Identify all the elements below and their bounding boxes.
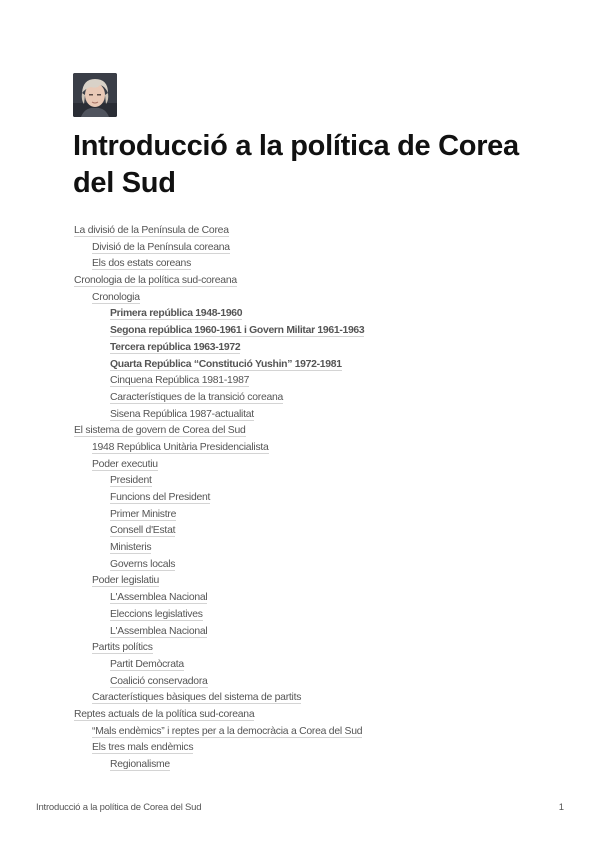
toc-link[interactable]: Quarta República “Constitució Yushin” 1972-1981 <box>110 358 342 370</box>
toc-link[interactable]: Partits polítics <box>92 642 153 654</box>
toc-link[interactable]: Cronologia <box>92 291 140 303</box>
toc-item <box>74 407 554 424</box>
toc-link[interactable]: Cronologia de la política sud-coreana <box>74 275 237 287</box>
toc-link[interactable]: Governs locals <box>110 558 176 570</box>
toc-item <box>74 757 554 774</box>
toc-item <box>74 340 554 357</box>
footer-title: Introducció a la política de Corea del Sud <box>36 802 202 813</box>
toc-item <box>74 240 554 257</box>
toc-item <box>74 390 554 407</box>
toc-item <box>74 507 554 524</box>
toc-link[interactable]: Ministeris <box>110 542 152 554</box>
author-avatar <box>73 73 117 117</box>
toc-item <box>74 306 554 323</box>
toc-link[interactable]: Poder legislatiu <box>92 575 160 587</box>
toc-link[interactable]: 1948 República Unitària Presidencialista <box>92 441 269 453</box>
toc-link[interactable]: Sisena República 1987-actualitat <box>110 408 254 420</box>
toc-link[interactable]: Regionalisme <box>110 759 170 770</box>
toc-link[interactable]: Característiques bàsiques del sistema de partits <box>92 692 302 704</box>
toc-item <box>74 223 554 240</box>
toc-item <box>74 373 554 390</box>
toc-link[interactable]: Característiques de la transició coreana <box>110 391 284 403</box>
toc-item <box>74 657 554 674</box>
toc-link[interactable]: Primer Ministre <box>110 508 177 520</box>
table-of-contents <box>74 223 554 774</box>
toc-link[interactable]: La divisió de la Península de Corea <box>74 225 229 236</box>
toc-link[interactable]: Divisió de la Península coreana <box>92 241 230 253</box>
toc-item <box>74 440 554 457</box>
page-number: 1 <box>558 802 564 813</box>
toc-item <box>74 357 554 374</box>
toc-item <box>74 607 554 624</box>
toc-link[interactable]: “Mals endèmics” i reptes per a la democràcia a Corea del Sud <box>92 725 363 737</box>
toc-link[interactable]: Poder executiu <box>92 458 158 470</box>
toc-item <box>74 290 554 307</box>
toc-link[interactable]: Reptes actuals de la política sud-coreana <box>74 708 255 720</box>
toc-item <box>74 273 554 290</box>
toc-link[interactable]: L'Assemblea Nacional <box>110 625 208 637</box>
toc-link[interactable]: Els tres mals endèmics <box>92 742 194 754</box>
toc-item <box>74 557 554 574</box>
toc-item <box>74 573 554 590</box>
toc-item <box>74 256 554 273</box>
toc-link[interactable]: Segona república 1960-1961 i Govern Militar 1961-1963 <box>110 325 365 337</box>
toc-item <box>74 724 554 741</box>
toc-item <box>74 323 554 340</box>
toc-item <box>74 540 554 557</box>
toc-link[interactable]: Coalició conservadora <box>110 675 208 687</box>
toc-link[interactable]: Cinquena República 1981-1987 <box>110 375 250 387</box>
toc-item <box>74 490 554 507</box>
toc-link[interactable]: Partit Demòcrata <box>110 658 184 670</box>
toc-item <box>74 457 554 474</box>
toc-link[interactable]: Els dos estats coreans <box>92 258 192 270</box>
toc-item <box>74 674 554 691</box>
toc-link[interactable]: Funcions del President <box>110 492 211 503</box>
toc-item <box>74 624 554 641</box>
toc-link[interactable]: El sistema de govern de Corea del Sud <box>74 425 246 437</box>
toc-link[interactable]: President <box>110 475 152 487</box>
toc-item <box>74 740 554 757</box>
toc-item <box>74 423 554 440</box>
toc-link[interactable]: Primera república 1948-1960 <box>110 308 243 320</box>
toc-item <box>74 523 554 540</box>
toc-item <box>74 473 554 490</box>
toc-item <box>74 640 554 657</box>
toc-item <box>74 707 554 724</box>
toc-link[interactable]: Consell d'Estat <box>110 525 176 537</box>
toc-item <box>74 590 554 607</box>
toc-link[interactable]: Tercera república 1963-1972 <box>110 341 241 353</box>
avatar-image <box>73 73 117 117</box>
page-title: Introducció a la política de Corea del Sud <box>73 130 519 199</box>
toc-link[interactable]: L'Assemblea Nacional <box>110 592 208 604</box>
toc-link[interactable]: Eleccions legislatives <box>110 608 203 620</box>
toc-item <box>74 690 554 707</box>
